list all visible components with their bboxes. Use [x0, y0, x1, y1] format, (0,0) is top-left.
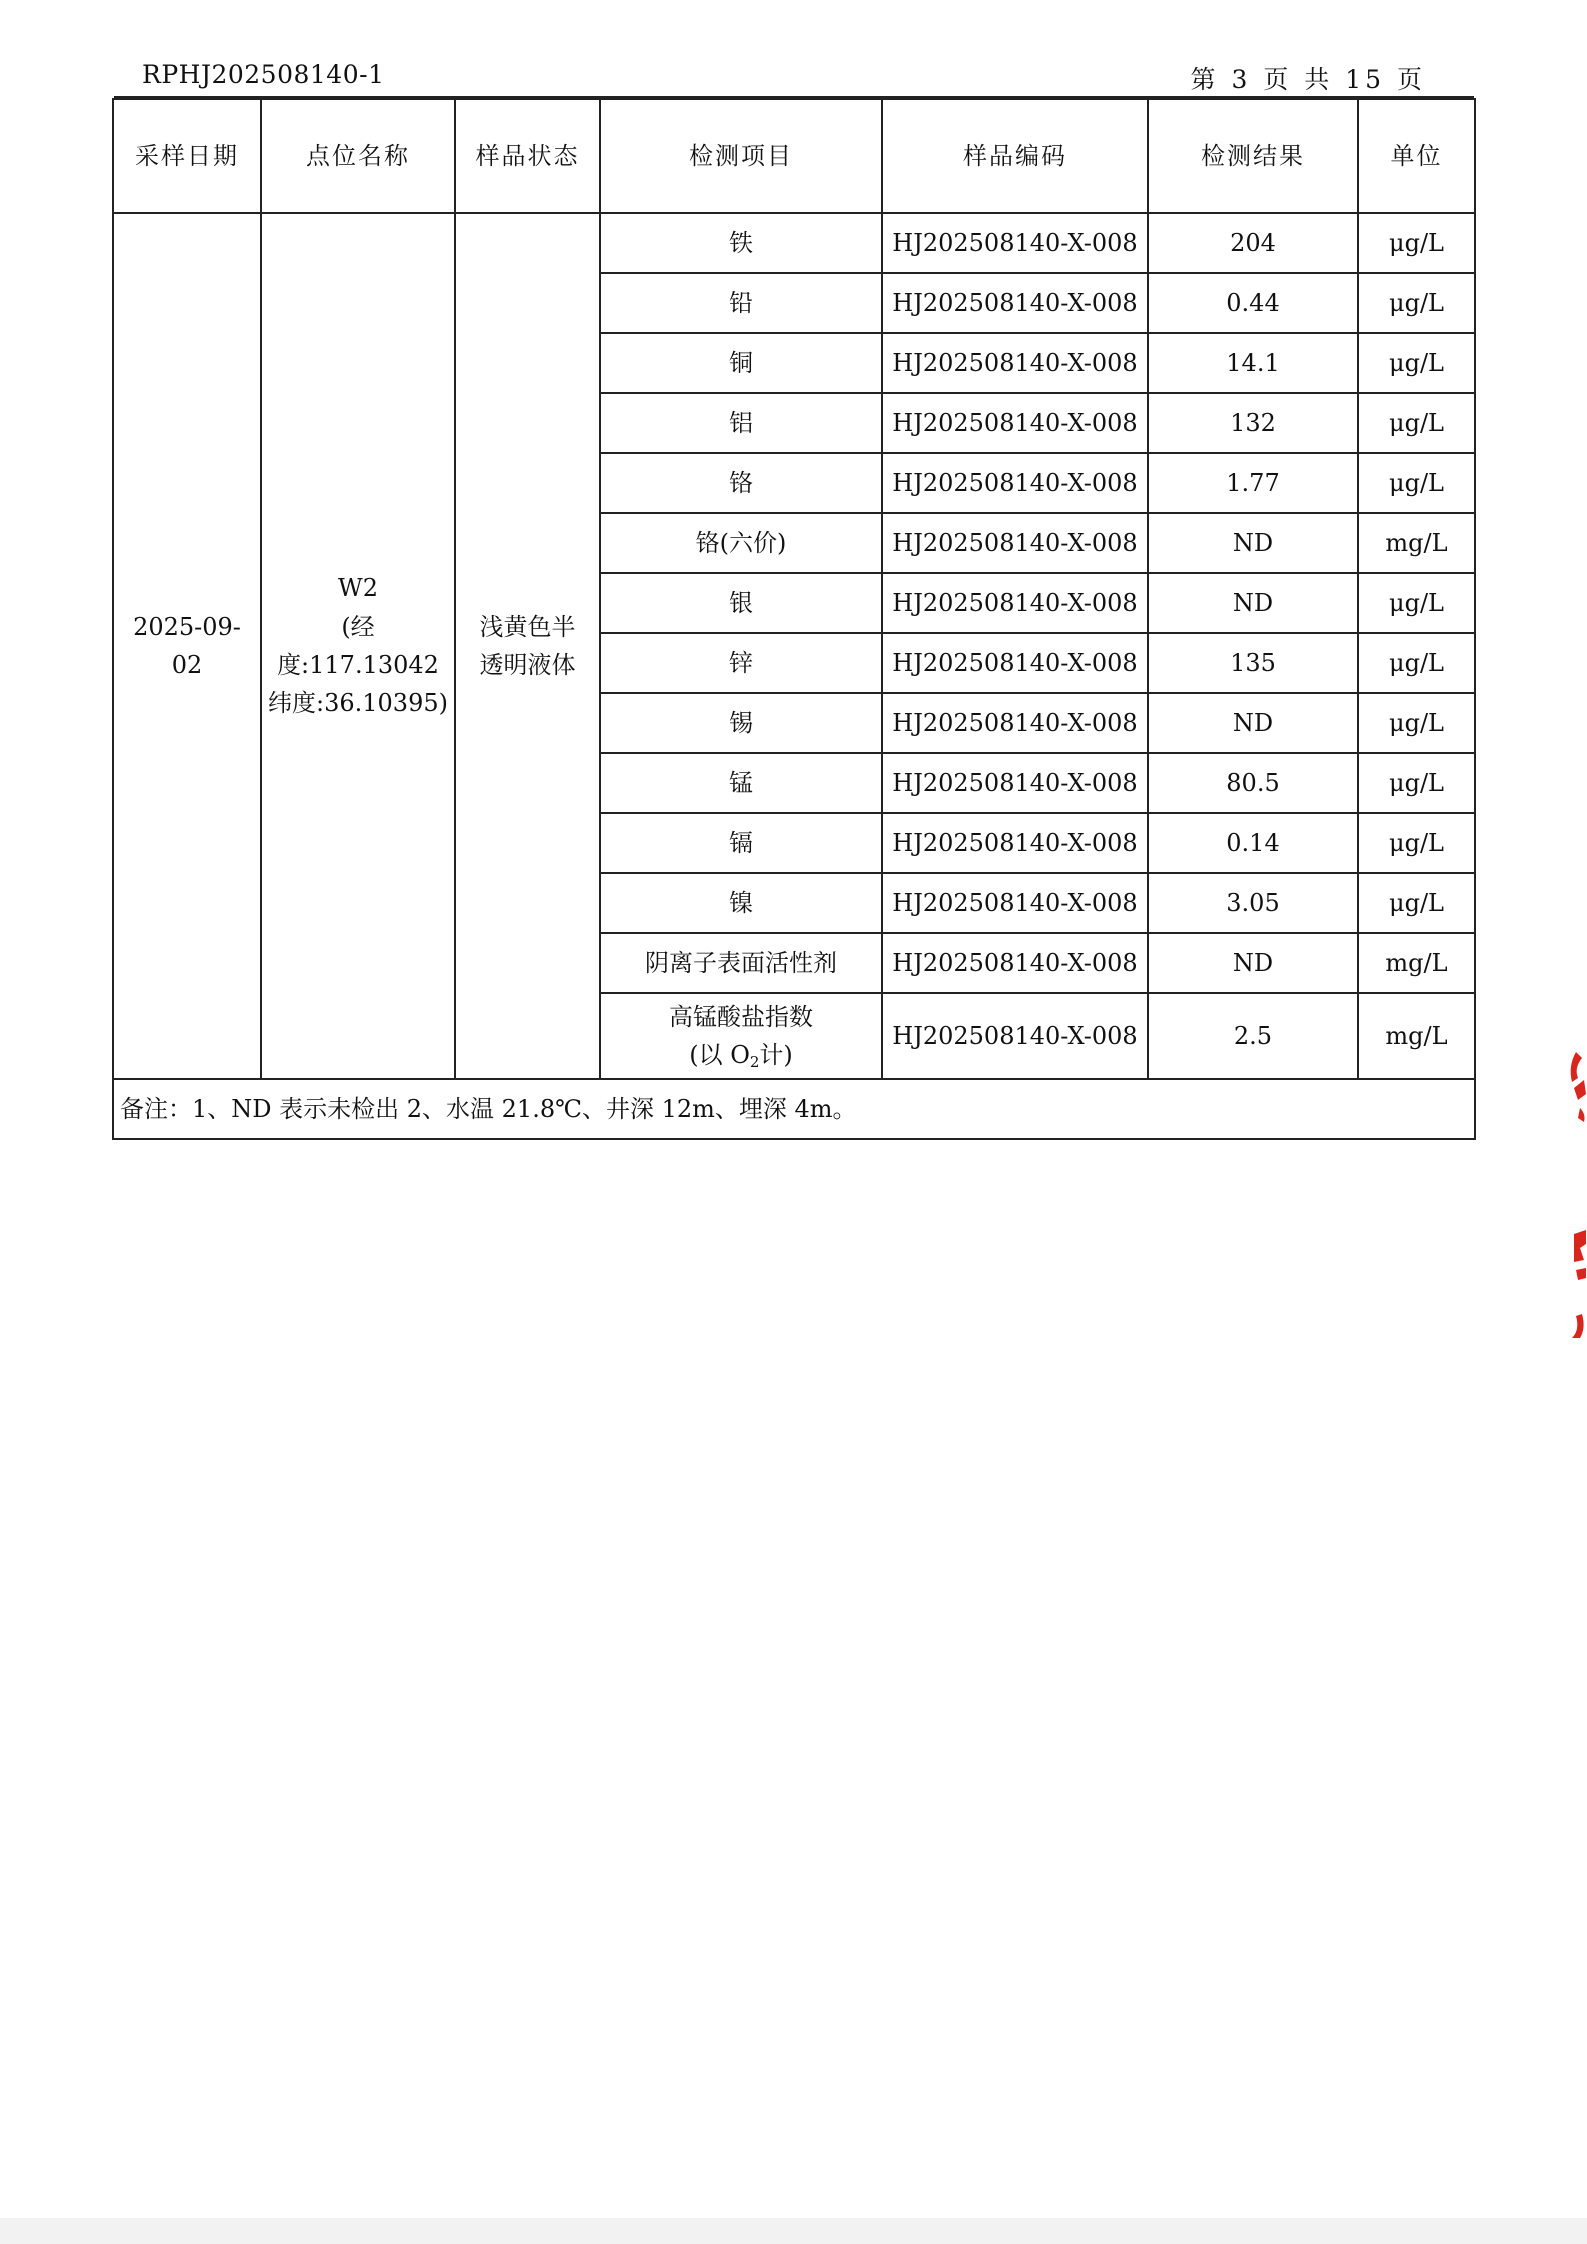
unit-cell: μg/L	[1358, 693, 1475, 753]
report-number: RPHJ202508140-1	[142, 60, 385, 89]
site-longitude: (经度:117.13042	[277, 612, 439, 679]
subnote-suffix: 计)	[759, 1041, 793, 1069]
result-cell: 132	[1148, 393, 1358, 453]
sample-code-cell: HJ202508140-X-008	[882, 393, 1148, 453]
test-item-cell: 锡	[600, 693, 882, 753]
unit-cell: mg/L	[1358, 933, 1475, 993]
sampling-date-cell: 2025-09-02	[113, 213, 261, 1079]
column-header-sample-state: 样品状态	[455, 99, 600, 213]
result-cell: 1.77	[1148, 453, 1358, 513]
remarks-note: 备注：1、ND 表示未检出 2、水温 21.8℃、井深 12m、埋深 4m。	[113, 1079, 1475, 1139]
sample-code-cell: HJ202508140-X-008	[882, 753, 1148, 813]
sample-code-cell: HJ202508140-X-008	[882, 513, 1148, 573]
test-item-name: 高锰酸盐指数	[669, 1002, 813, 1031]
result-cell: ND	[1148, 513, 1358, 573]
unit-cell: μg/L	[1358, 453, 1475, 513]
sample-code-cell: HJ202508140-X-008	[882, 633, 1148, 693]
site-name-cell	[261, 213, 455, 1079]
test-item-cell: 铁	[600, 213, 882, 273]
table-header-row	[113, 99, 1475, 213]
result-cell: 135	[1148, 633, 1358, 693]
site-name: W2	[338, 574, 378, 603]
test-item-cell: 阴离子表面活性剂	[600, 933, 882, 993]
results-table	[112, 98, 1476, 1140]
sample-code-cell: HJ202508140-X-008	[882, 693, 1148, 753]
result-cell: 204	[1148, 213, 1358, 273]
site-latitude: 纬度:36.10395)	[268, 689, 448, 718]
sample-state-line-1: 浅黄色半	[479, 612, 576, 641]
table-row	[113, 213, 1475, 273]
unit-cell: mg/L	[1358, 513, 1475, 573]
test-item-cell: 锰	[600, 753, 882, 813]
unit-cell: μg/L	[1358, 213, 1475, 273]
sample-code-cell: HJ202508140-X-008	[882, 573, 1148, 633]
sample-code-cell: HJ202508140-X-008	[882, 933, 1148, 993]
result-cell: ND	[1148, 573, 1358, 633]
sample-code-cell: HJ202508140-X-008	[882, 453, 1148, 513]
result-cell: ND	[1148, 693, 1358, 753]
test-item-cell: 锌	[600, 633, 882, 693]
seal-icon	[1566, 1048, 1587, 1338]
unit-cell: μg/L	[1358, 633, 1475, 693]
column-header-sample-code: 样品编码	[882, 99, 1148, 213]
page-bottom-edge	[0, 2218, 1587, 2244]
column-header-unit: 单位	[1358, 99, 1475, 213]
note-row	[113, 1079, 1475, 1139]
result-cell: 3.05	[1148, 873, 1358, 933]
unit-cell: μg/L	[1358, 333, 1475, 393]
result-cell: 14.1	[1148, 333, 1358, 393]
page-header	[114, 58, 1474, 98]
test-item-subnote	[605, 1036, 877, 1074]
test-item-cell: 镉	[600, 813, 882, 873]
unit-cell: μg/L	[1358, 573, 1475, 633]
column-header-sampling-date: 采样日期	[113, 99, 261, 213]
result-cell: 0.44	[1148, 273, 1358, 333]
unit-cell: mg/L	[1358, 993, 1475, 1079]
test-item-cell: 铬	[600, 453, 882, 513]
unit-cell: μg/L	[1358, 813, 1475, 873]
test-item-cell: 铝	[600, 393, 882, 453]
test-item-cell: 铜	[600, 333, 882, 393]
result-cell: 2.5	[1148, 993, 1358, 1079]
subnote-prefix: (以 O	[689, 1041, 750, 1069]
sample-code-cell: HJ202508140-X-008	[882, 813, 1148, 873]
unit-cell: μg/L	[1358, 393, 1475, 453]
red-seal-stamp-edge	[1566, 1048, 1587, 1338]
unit-cell: μg/L	[1358, 873, 1475, 933]
test-item-cell: 银	[600, 573, 882, 633]
column-header-site-name: 点位名称	[261, 99, 455, 213]
column-header-test-item: 检测项目	[600, 99, 882, 213]
sample-code-cell: HJ202508140-X-008	[882, 273, 1148, 333]
test-item-cell: 铬(六价)	[600, 513, 882, 573]
sample-code-cell: HJ202508140-X-008	[882, 213, 1148, 273]
test-item-cell: 镍	[600, 873, 882, 933]
sample-code-cell: HJ202508140-X-008	[882, 333, 1148, 393]
subnote-subscript: 2	[749, 1053, 760, 1071]
result-cell: 0.14	[1148, 813, 1358, 873]
sample-state-line-2: 透明液体	[479, 651, 576, 679]
test-item-cell: 铅	[600, 273, 882, 333]
unit-cell: μg/L	[1358, 273, 1475, 333]
result-cell: 80.5	[1148, 753, 1358, 813]
test-item-cell	[600, 993, 882, 1079]
unit-cell: μg/L	[1358, 753, 1475, 813]
sample-code-cell: HJ202508140-X-008	[882, 993, 1148, 1079]
sample-code-cell: HJ202508140-X-008	[882, 873, 1148, 933]
page-number: 第 3 页 共 15 页	[1190, 65, 1426, 94]
result-cell: ND	[1148, 933, 1358, 993]
sample-state-cell	[455, 213, 600, 1079]
column-header-test-result: 检测结果	[1148, 99, 1358, 213]
